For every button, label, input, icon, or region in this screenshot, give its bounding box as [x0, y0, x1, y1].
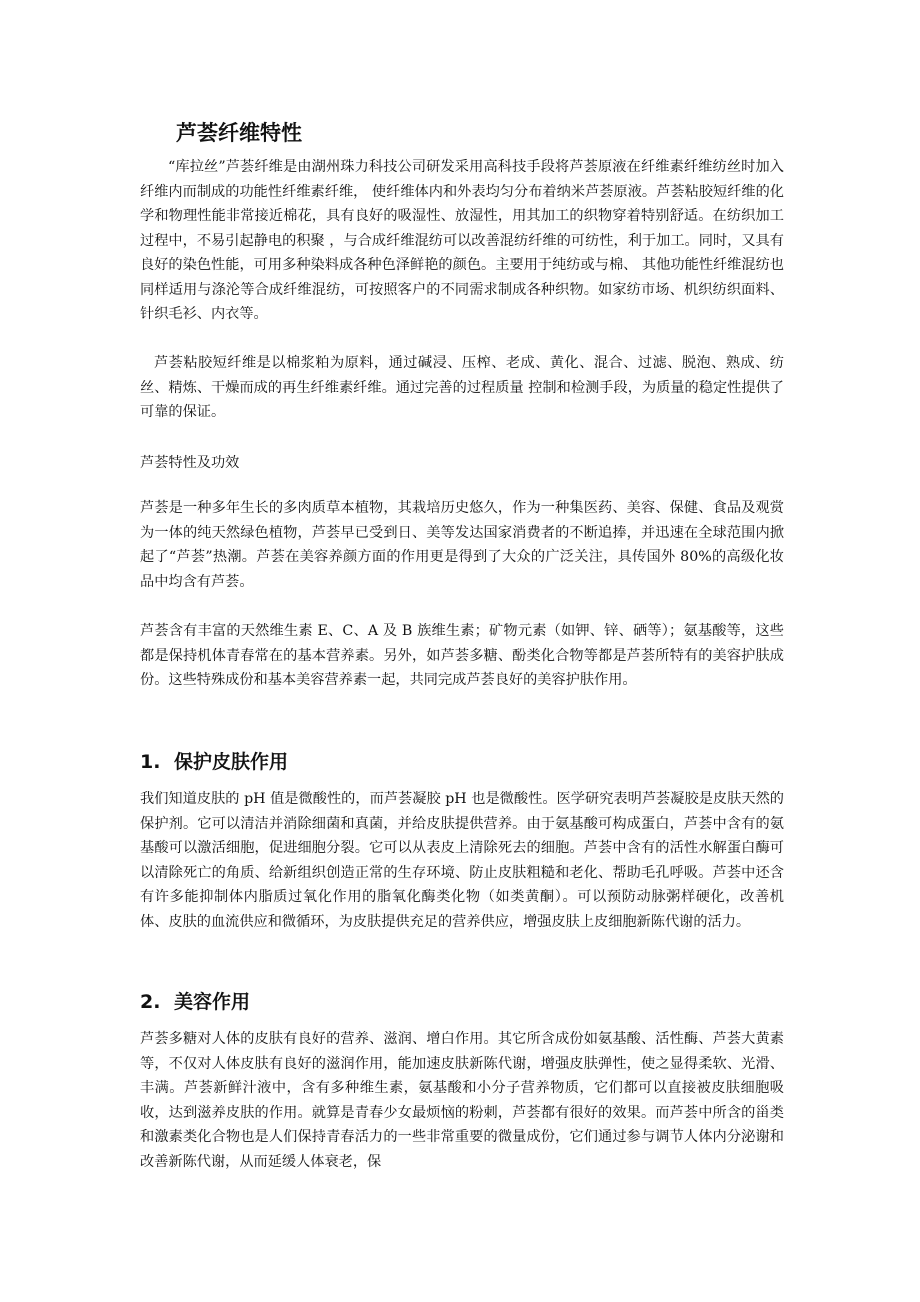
- features-subheading: 芦荟特性及功效: [140, 455, 240, 471]
- section-title: 保护皮肤作用: [174, 751, 289, 773]
- section-title: 美容作用: [174, 991, 251, 1013]
- document-title: 芦荟纤维特性: [176, 121, 302, 145]
- feature-paragraph-1: 芦荟是一种多年生长的多肉质草本植物，其栽培历史悠久，作为一种集医药、美容、保健、食品及观赏为一体的纯天然绿色植物，芦荟早已受到日、美等发达国家消费者的不断追捧，并迅速在全球范围内掀起了“芦荟”热潮。芦荟在美容养颜方面的作用更是得到了大众的广泛关注，具传国外 80%的高级化妆品中均含有芦荟。: [140, 500, 784, 590]
- section-number: 1.: [140, 751, 161, 773]
- section-heading-skin-protection: [140, 748, 288, 776]
- intro-paragraph-1: “库拉丝”芦荟纤维是由湖州珠力科技公司研发采用高科技手段将芦荟原液在纤维素纤维纺丝时加入纤维内而制成的功能性纤维素纤维， 使纤维体内和外表均匀分布着纳米芦荟原液。芦荟粘胶短纤维的化学和物理性能非常接近棉花，具有良好的吸湿性、放湿性，用其加工的织物穿着特别舒适。在纺织加工过程中，不易引起静电的积聚 ，与合成纤维混纺可以改善混纺纤维的可纺性，利于加工。同时，又具有良好的染色性能，可用多种染料成各种色泽鲜艳的颜色。主要用于纯纺或与棉、 其他功能性纤维混纺也同样适用与涤沦等合成纤维混纺，可按照客户的不同需求制成各种织物。如家纺市场、机织纺织面料、针织毛衫、内衣等。: [140, 159, 784, 322]
- section-body-skin-protection: 我们知道皮肤的 pH 值是微酸性的，而芦荟凝胶 pH 也是微酸性。医学研究表明芦荟凝胶是皮肤天然的保护剂。它可以清洁并消除细菌和真菌，并给皮肤提供营养。由于氨基酸可构成蛋白，芦荟中含有的氨基酸可以激活细胞，促进细胞分裂。它可以从表皮上清除死去的细胞。芦荟中含有的活性水解蛋白酶可以清除死亡的角质、给新组织创造正常的生存环境、防止皮肤粗糙和老化、帮助毛孔呼吸。芦荟中还含有许多能抑制体内脂质过氧化作用的脂氧化酶类化物（如类黄酮）。可以预防动脉粥样硬化，改善机体、皮肤的血流供应和微循环，为皮肤提供充足的营养供应，增强皮肤上皮细胞新陈代谢的活力。: [140, 791, 784, 930]
- feature-paragraph-2: 芦荟含有丰富的天然维生素 E、C、A 及 B 族维生素；矿物元素（如钾、锌、硒等）；氨基酸等，这些都是保持机体青春常在的基本营养素。另外，如芦荟多糖、酚类化合物等都是芦荟所特有的美容护肤成份。这些特殊成份和基本美容营养素一起，共同完成芦荟良好的美容护肤作用。: [140, 623, 784, 688]
- section-number: 2.: [140, 991, 161, 1013]
- section-body-beauty: 芦荟多糖对人体的皮肤有良好的营养、滋润、增白作用。其它所含成份如氨基酸、活性酶、芦荟大黄素等，不仅对人体皮肤有良好的滋润作用，能加速皮肤新陈代谢，增强皮肤弹性，使之显得柔软、光滑、丰满。芦荟新鲜汁液中，含有多种维生素，氨基酸和小分子营养物质，它们都可以直接被皮肤细胞吸收，达到滋养皮肤的作用。就算是青春少女最烦恼的粉刺，芦荟都有很好的效果。而芦荟中所含的甾类和激素类化合物也是人们保持青春活力的一些非常重要的微量成份，它们通过参与调节人体内分泌谢和改善新陈代谢，从而延缓人体衰老，保: [140, 1031, 784, 1170]
- intro-paragraph-2: 芦荟粘胶短纤维是以棉浆粕为原料，通过碱浸、压榨、老成、黄化、混合、过滤、脱泡、熟成、纺丝、精炼、干燥而成的再生纤维素纤维。通过完善的过程质量 控制和检测手段，为质量的稳定性提供了可靠的保证。: [140, 355, 784, 420]
- section-heading-beauty: [140, 988, 250, 1016]
